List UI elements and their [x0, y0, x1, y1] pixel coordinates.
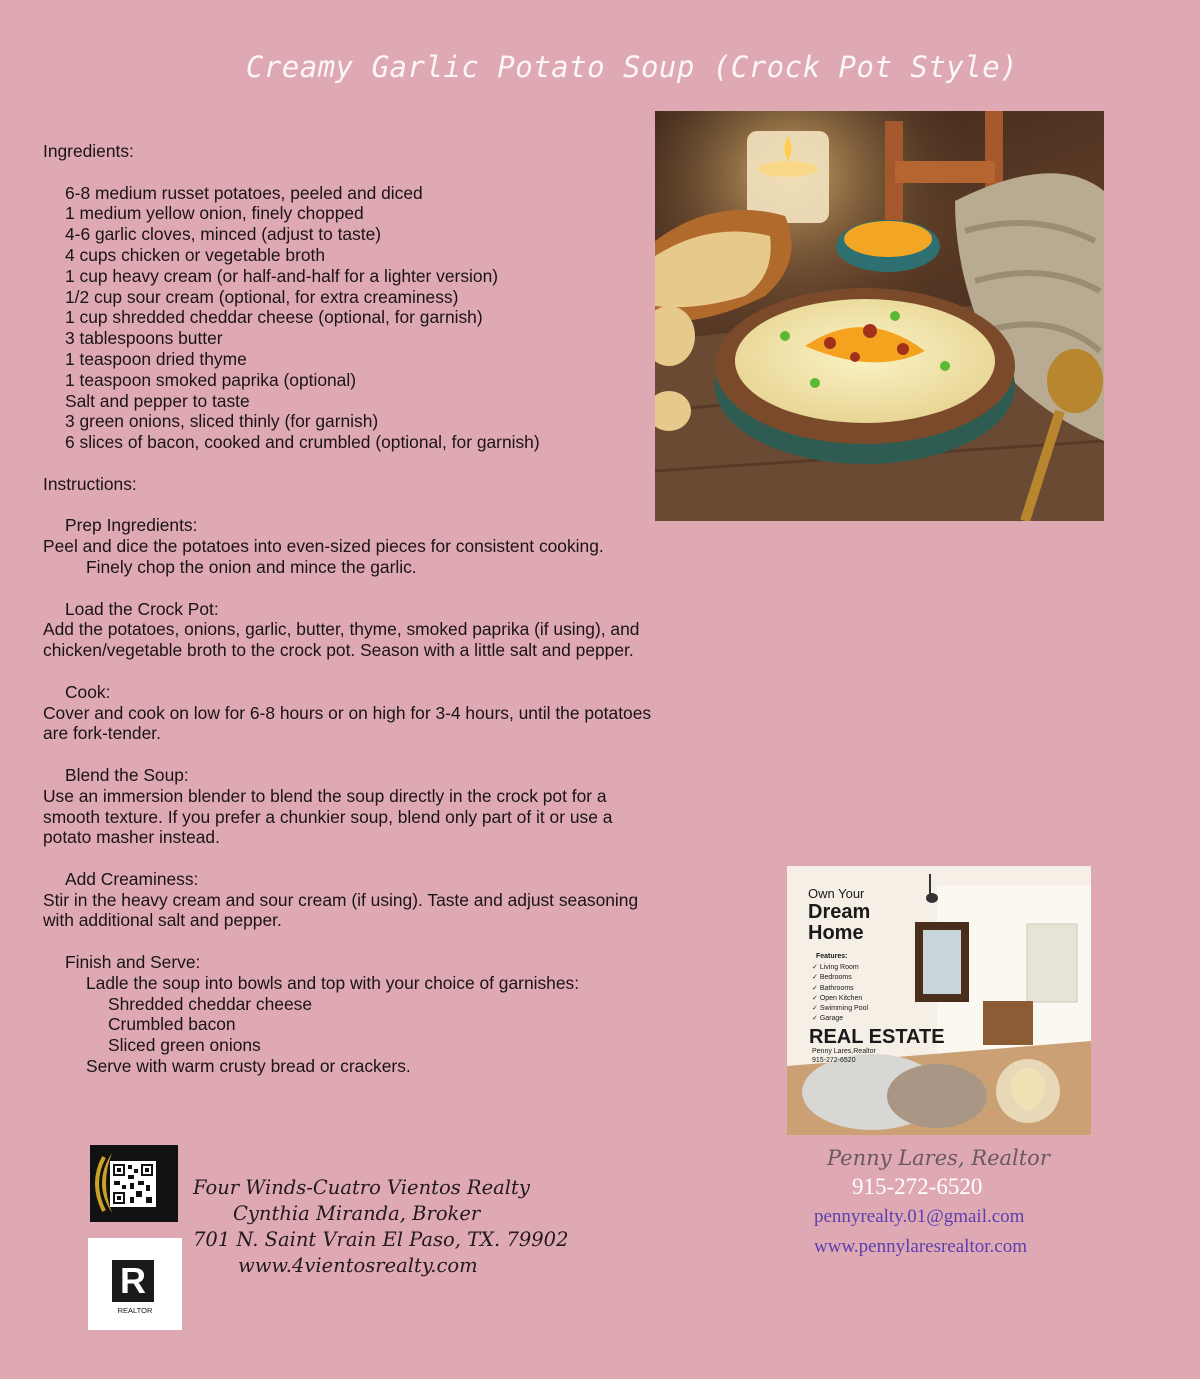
agent-contact — [787, 1146, 1091, 1258]
realtor-label: REALTOR — [117, 1306, 153, 1315]
step-label-cook: Cook: — [65, 681, 111, 702]
ad-features-label: Features: — [816, 953, 848, 960]
check-icon: ✓ — [812, 984, 820, 992]
check-icon: ✓ — [812, 1005, 820, 1013]
qr-code-icon — [90, 1145, 178, 1222]
step-label-load: Load the Crock Pot: — [65, 598, 219, 619]
page-title: Creamy Garlic Potato Soup (Crock Pot Style) — [245, 50, 1019, 84]
broker-name: Cynthia Miranda, Broker — [233, 1202, 481, 1225]
soup-photo — [655, 111, 1104, 521]
ad-feature-item: ✓ Swimming Pool — [812, 1005, 869, 1013]
ad-feature-item: ✓ Living Room — [812, 964, 859, 971]
check-icon: ✓ — [812, 1015, 820, 1023]
agent-name: Penny Lares, Realtor — [827, 1146, 1050, 1170]
real-estate-ad — [787, 866, 1091, 1135]
agent-website[interactable]: www.pennylaresrealtor.com — [814, 1236, 1027, 1257]
ad-agent-small: Penny Lares,Realtor — [812, 1048, 876, 1055]
step-label-finish: Finish and Serve: — [65, 952, 201, 973]
step-text-prep-2: Finely chop the onion and mince the garlic. — [86, 556, 417, 577]
ingredients-heading: Ingredients: — [43, 141, 134, 161]
ad-line1: Own Your — [808, 886, 865, 901]
ad-feature-item: ✓ Garage — [812, 1015, 844, 1023]
step-label-prep: Prep Ingredients: — [65, 515, 198, 536]
soup-illustration — [655, 111, 1104, 521]
agent-phone: 915-272-6520 — [852, 1174, 983, 1199]
ingredient-item: 3 green onions, sliced thinly (for garnish) — [65, 411, 379, 432]
ingredient-item: 1/2 cup sour cream (optional, for extra creaminess) — [65, 286, 459, 307]
garnish-item: Crumbled bacon — [108, 1014, 236, 1035]
step-text-prep: Peel and dice the potatoes into even-sized pieces for consistent cooking. — [43, 536, 604, 557]
ad-line2: Dream — [808, 901, 871, 923]
ad-feature-item: ✓ Bathrooms — [812, 984, 854, 992]
agent-email[interactable]: pennyrealty.01@gmail.com — [814, 1206, 1025, 1227]
broker-address: 701 N. Saint Vrain El Paso, TX. 79902 — [193, 1228, 569, 1251]
broker-company: Four Winds-Cuatro Vientos Realty — [193, 1176, 530, 1199]
broker-info — [193, 1175, 613, 1279]
garnish-item: Sliced green onions — [108, 1035, 261, 1056]
step-label-blend: Blend the Soup: — [65, 764, 189, 785]
ingredients-list — [43, 183, 653, 453]
ingredient-item: 1 teaspoon dried thyme — [65, 348, 247, 369]
ingredient-item: 6-8 medium russet potatoes, peeled and diced — [65, 182, 423, 203]
ingredient-item: 4 cups chicken or vegetable broth — [65, 244, 326, 265]
realtor-logo — [88, 1238, 182, 1330]
ad-line3: Home — [808, 922, 864, 944]
realtor-r-icon: R — [112, 1260, 154, 1302]
step-text-cream: Stir in the heavy cream and sour cream (if using). Taste and adjust seasoning with additional salt and pepper. — [43, 889, 643, 931]
ingredient-item: 1 medium yellow onion, finely chopped — [65, 203, 364, 224]
ad-phone-small: 915-272-6520 — [812, 1057, 856, 1064]
garnish-item: Shredded cheddar cheese — [108, 993, 313, 1014]
step-label-cream: Add Creaminess: — [65, 868, 199, 889]
check-icon: ✓ — [812, 964, 820, 971]
ingredient-item: 6 slices of bacon, cooked and crumbled (optional, for garnish) — [65, 432, 540, 453]
broker-website[interactable]: www.4vientosrealty.com — [238, 1254, 478, 1277]
step-text-blend: Use an immersion blender to blend the soup directly in the crock pot for a smooth texture. If you prefer a chunkier soup, blend only part of it or use a potato masher instead. — [43, 785, 618, 848]
ingredient-item: 1 cup shredded cheddar cheese (optional, for garnish) — [65, 307, 483, 328]
check-icon: ✓ — [812, 994, 820, 1002]
ingredient-item: 4-6 garlic cloves, minced (adjust to taste) — [65, 224, 382, 245]
ad-banner: REAL ESTATE — [809, 1026, 945, 1048]
check-icon: ✓ — [812, 974, 820, 982]
ingredient-item: Salt and pepper to taste — [65, 390, 250, 411]
step-text-load: Add the potatoes, onions, garlic, butter, thyme, smoked paprika (if using), and chicken/vegetable broth to the crock pot. Season with a little salt and pepper. — [43, 619, 645, 661]
ingredient-item: 3 tablespoons butter — [65, 328, 223, 349]
recipe-text — [43, 141, 656, 1077]
step-text-serve: Serve with warm crusty bread or crackers. — [86, 1056, 411, 1077]
ingredient-item: 1 teaspoon smoked paprika (optional) — [65, 369, 356, 390]
ingredient-item: 1 cup heavy cream (or half-and-half for a lighter version) — [65, 265, 499, 286]
step-text-finish: Ladle the soup into bowls and top with your choice of garnishes: — [86, 972, 580, 993]
step-text-cook: Cover and cook on low for 6-8 hours or on high for 3-4 hours, until the potatoes are fork-tender. — [43, 702, 656, 744]
ad-feature-item: ✓ Open Kitchen — [812, 994, 863, 1002]
ad-features-list — [812, 963, 902, 1025]
ad-feature-item: ✓ Bedrooms — [812, 974, 852, 982]
instructions-heading: Instructions: — [43, 473, 137, 494]
